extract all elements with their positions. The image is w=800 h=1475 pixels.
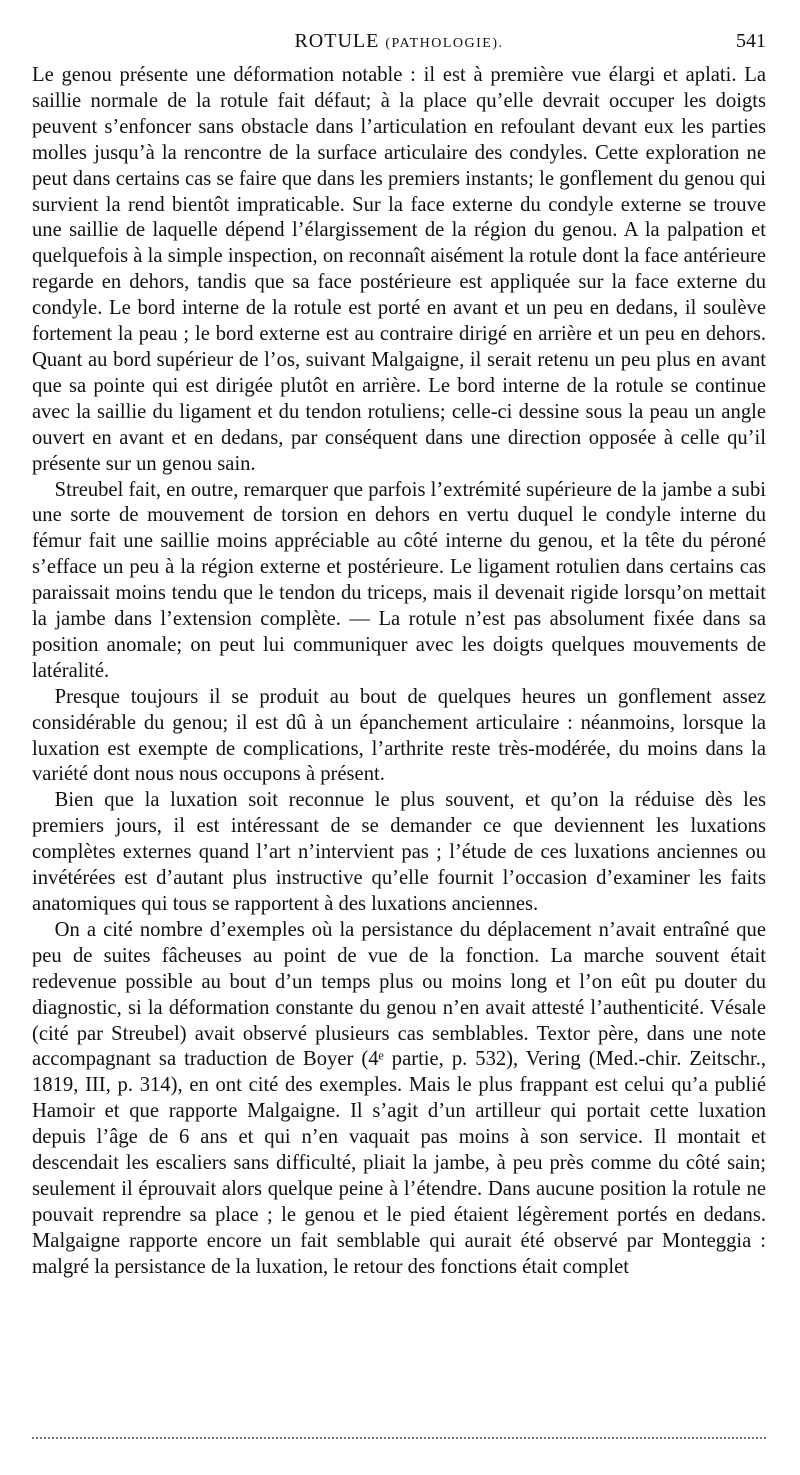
page-header (32, 30, 766, 58)
footer-rule (32, 1437, 766, 1441)
running-head-subtitle: (PATHOLOGIE). (385, 36, 504, 51)
page-number: 541 (736, 30, 766, 52)
running-head-title: ROTULE (294, 30, 380, 52)
paragraph-2: Streubel fait, en outre, remarquer que parfois l’extrémité supérieure de la jambe a subi une sorte de mouvement de torsion en dehors en vertu duquel le condyle interne du fémur fait une saillie moins appréciable au côté interne du genou, et la tête du péroné s’efface un peu à la région externe et postérieure. Le ligament rotulien dans certains cas paraissait moins tendu que le tendon du triceps, mais il devenait rigide lorsqu’on mettait la jambe dans l’extension complète. — La rotule n’est pas absolument fixée dans sa position anomale; on peut lui communiquer avec les doigts quelques mouvements de latéralité. (32, 478, 766, 682)
running-head (32, 30, 766, 53)
body-text (32, 63, 766, 1281)
paragraph-1: Le genou présente une déformation notable : il est à première vue élargi et aplati. La saillie normale de la rotule fait défaut; à la place qu’elle devrait occuper les doigts peuvent s’enfoncer sans obstacle dans l’articulation en refoulant devant eux les parties molles jusqu’à la rencontre de la surface articulaire des condyles. Cette exploration ne peut dans certains cas se faire que dans les premiers instants; le gonflement du genou qui survient la rend bientôt impraticable. Sur la face externe du condyle externe se trouve une saillie de laquelle dépend l’élargissement de la région du genou. A la palpation et quelquefois à la simple inspection, on reconnaît aisément la rotule dont la face antérieure regarde en dehors, tandis que sa face postérieure est appliquée sur la face externe du condyle. Le bord interne de la rotule est porté en avant et un peu en dedans, il soulève fortement la peau ; le bord externe est au contraire dirigé en arrière et un peu en dehors. Quant au bord supérieur de l’os, suivant Malgaigne, il serait retenu un peu plus en avant que sa pointe qui est dirigée plutôt en arrière. Le bord interne de la rotule se continue avec la saillie du ligament et du tendon rotuliens; celle-ci dessine sous la peau un angle ouvert en avant et en dedans, par conséquent dans une direction opposée à celle qu’il présente sur un genou sain. (32, 64, 766, 475)
paragraph-5: On a cité nombre d’exemples où la persistance du déplacement n’avait entraîné que peu de suites fâcheuses au point de vue de la fonction. La marche souvent était redevenue possible au bout d’un temps plus ou moins long et l’on eût pu douter du diagnostic, si la déformation constante du genou n’en avait attesté l’authenticité. Vésale (cité par Streubel) avait observé plusieurs cas semblables. Textor père, dans une note accompagnant sa traduction de Boyer (4ᵉ partie, p. 532), Vering (Med.-chir. Zeitschr., 1819, III, p. 314), en ont cité des exemples. Mais le plus frappant est celui qu’a publié Hamoir et que rapporte Malgaigne. Il s’agit d’un artilleur qui portait cette luxation depuis l’âge de 6 ans et qui n’en vaquait pas moins à son service. Il montait et descendait les escaliers sans difficulté, pliait la jambe, à peu près comme du côté sain; seulement il éprouvait alors quelque peine à l’étendre. Dans aucune position la rotule ne pouvait reprendre sa place ; le genou et le pied étaient légèrement portés en dedans. Malgaigne rapporte encore un fait semblable qui aurait été observé par Monteggia : malgré la persistance de la luxation, le retour des fonctions était complet (32, 918, 766, 1278)
paragraph-4: Bien que la luxation soit reconnue le plus souvent, et qu’on la réduise dès les premiers jours, il est intéressant de se demander ce que deviennent les luxations complètes externes quand l’art n’intervient pas ; l’étude de ces luxations anciennes ou invétérées est d’autant plus instructive qu’elle fournit l’occasion d’examiner les faits anatomiques qui tous se rapportent à des luxations anciennes. (32, 789, 766, 915)
paragraph-3: Presque toujours il se produit au bout de quelques heures un gonflement assez considérable du genou; il est dû à un épanchement articulaire : néanmoins, lorsque la luxation est exempte de complications, l’arthrite reste très-modérée, du moins dans la variété dont nous nous occupons à présent. (32, 685, 766, 786)
